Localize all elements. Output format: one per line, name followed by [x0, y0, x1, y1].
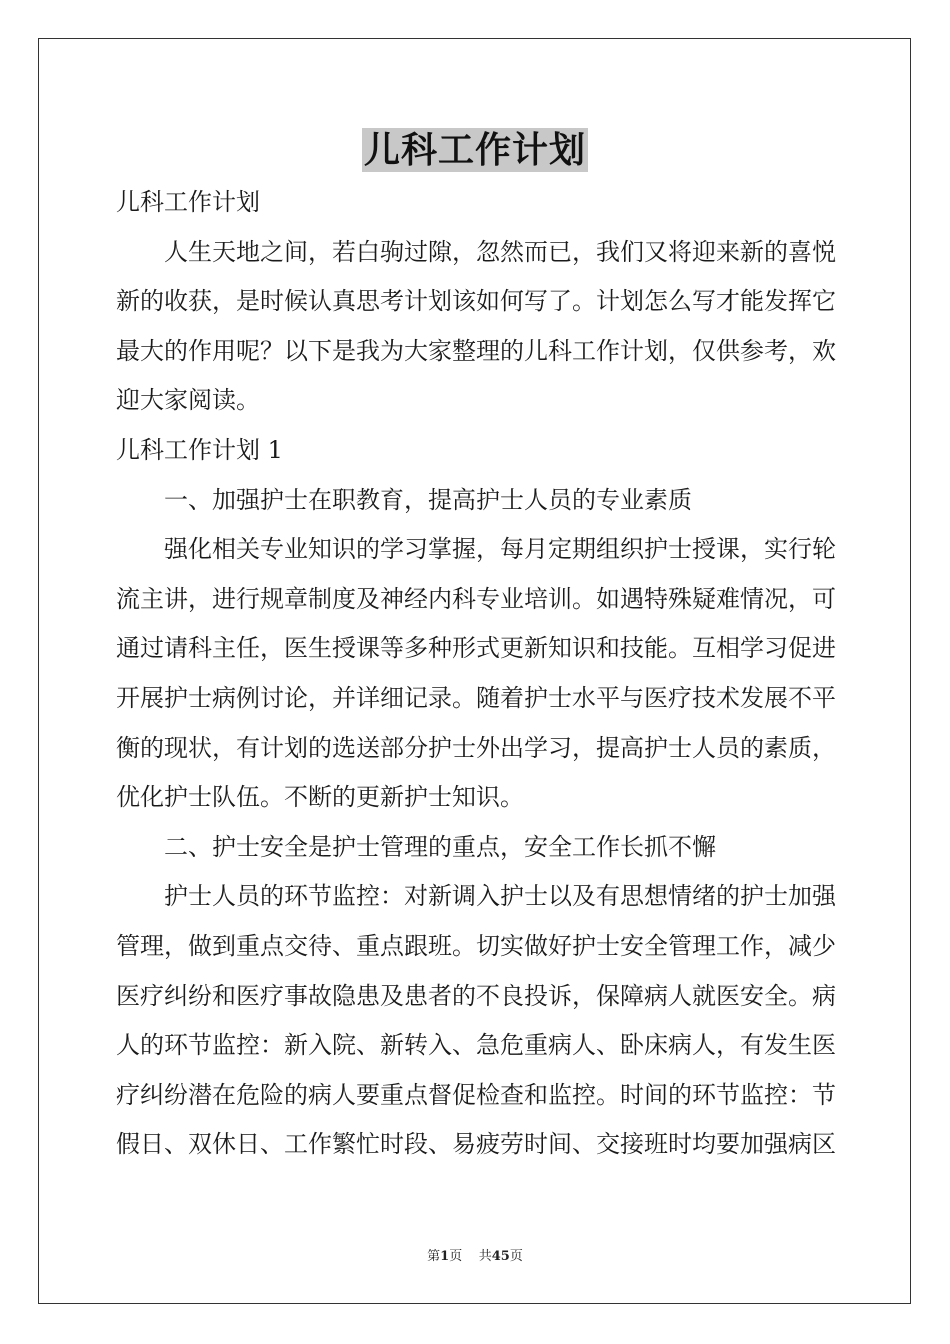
document-title: 儿科工作计划: [363, 129, 586, 171]
footer-total-suffix: 页: [509, 1249, 523, 1264]
text-line: 迎大家阅读。: [116, 386, 260, 415]
text-line: 儿科工作计划 1: [116, 435, 283, 464]
text-line: 强化相关专业知识的学习掌握，每月定期组织护士授课，实行轮: [164, 535, 836, 564]
text-line: 管理，做到重点交待、重点跟班。切实做好护士安全管理工作，减少: [116, 931, 836, 960]
text-line: 人的环节监控：新入院、新转入、急危重病人、卧床病人，有发生医: [116, 1031, 836, 1060]
footer-page-suffix: 页: [449, 1249, 463, 1264]
text-line: 医疗纠纷和医疗事故隐患及患者的不良投诉，保障病人就医安全。病: [116, 981, 836, 1010]
document-body: [116, 178, 836, 1170]
text-line: 最大的作用呢？以下是我为大家整理的儿科工作计划，仅供参考，欢: [116, 336, 836, 365]
text-line: 优化护士队伍。不断的更新护士知识。: [116, 783, 524, 812]
text-line: 衡的现状，有计划的选送部分护士外出学习，提高护士人员的素质，: [116, 733, 836, 762]
footer-page-number: 1: [440, 1249, 450, 1264]
footer-total-prefix: 共: [478, 1249, 492, 1264]
text-line: 护士人员的环节监控：对新调入护士以及有思想情绪的护士加强: [164, 882, 836, 911]
footer-total-pages: 45: [491, 1249, 510, 1264]
text-line: 二、护士安全是护士管理的重点，安全工作长抓不懈: [164, 832, 716, 861]
text-line: 人生天地之间，若白驹过隙，忽然而已，我们又将迎来新的喜悦: [164, 237, 836, 266]
page-footer: [0, 1248, 950, 1266]
text-line: 通过请科主任，医生授课等多种形式更新知识和技能。互相学习促进: [116, 634, 836, 663]
title-container: [0, 128, 950, 172]
text-line: 开展护士病例讨论，并详细记录。随着护士水平与医疗技术发展不平: [116, 683, 836, 712]
text-line: 儿科工作计划: [116, 188, 260, 216]
text-line: 流主讲，进行规章制度及神经内科专业培训。如遇特殊疑难情况，可: [116, 584, 836, 613]
text-line: 疗纠纷潜在危险的病人要重点督促检查和监控。时间的环节监控：节: [116, 1080, 836, 1109]
text-line: 一、加强护士在职教育，提高护士人员的专业素质: [164, 485, 692, 514]
text-line: 新的收获，是时候认真思考计划该如何写了。计划怎么写才能发挥它: [116, 287, 836, 316]
footer-page-prefix: 第: [427, 1249, 441, 1264]
text-line: 假日、双休日、工作繁忙时段、易疲劳时间、交接班时均要加强病区: [116, 1130, 836, 1159]
